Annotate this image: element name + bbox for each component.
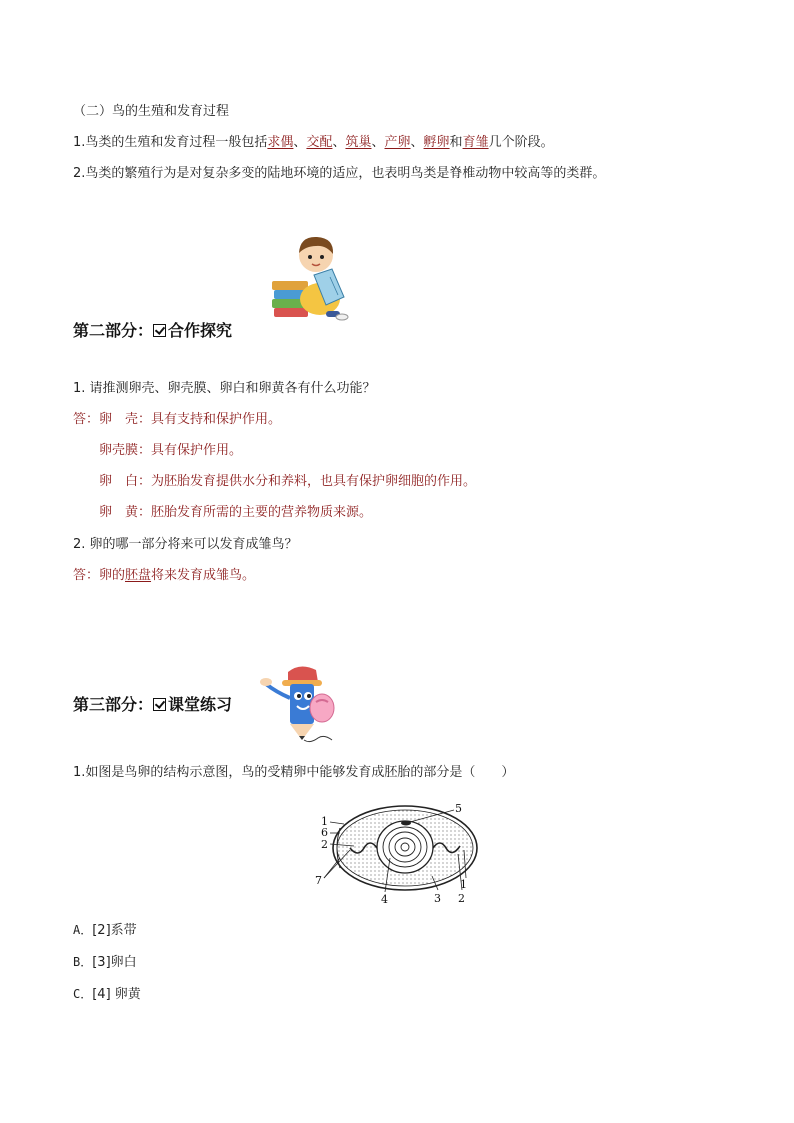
answer-eggshell (73, 411, 281, 429)
egg-structure-diagram (310, 798, 480, 908)
answer-yolk (99, 504, 372, 522)
part-three-label: 第三部分： (73, 695, 154, 714)
and-word: 和 (449, 135, 463, 150)
diagram-label-3: 3 (434, 892, 441, 905)
stage-4: 产卵 (384, 135, 411, 150)
stage-3: 筑巢 (345, 135, 372, 150)
diagram-label-4: 4 (381, 893, 388, 906)
option-c[interactable] (73, 985, 141, 1004)
stage-5: 孵卵 (423, 135, 450, 150)
section-title: （二）鸟的生殖和发育过程 (73, 104, 230, 119)
exercise-question: 1.如图是鸟卵的结构示意图，鸟的受精卵中能够发育成胚胎的部分是（ ） (73, 765, 515, 780)
sep: 、 (371, 135, 385, 150)
sep: 、 (332, 135, 346, 150)
point-1-prefix: 1.鸟类的生殖和发育过程一般包括 (73, 135, 268, 150)
diagram-label-2b: 2 (458, 892, 465, 905)
point-1 (73, 134, 554, 152)
stage-1: 求偶 (267, 135, 294, 150)
answer-text: 为胚胎发育提供水分和养料，也具有保护卵细胞的作用。 (151, 474, 477, 489)
diagram-label-1b: 1 (460, 878, 467, 891)
diagram-label-7: 7 (315, 874, 322, 887)
point-2: 2.鸟类的繁殖行为是对复杂多变的陆地环境的适应，也表明鸟类是脊椎动物中较高等的类群。 (73, 166, 606, 181)
option-a[interactable] (73, 921, 137, 940)
part-two-title: 合作探究 (168, 321, 233, 340)
pencil-mascot-illustration (258, 662, 342, 744)
answer-2-prefix: 答：卵的 (73, 568, 126, 583)
answer-2 (73, 567, 255, 585)
question-2: 2. 卵的哪一部分将来可以发育成雏鸟？ (73, 537, 298, 552)
answer-label: 卵 白： (99, 474, 152, 489)
answer-label: 答：卵 壳： (73, 412, 152, 427)
part-three-title: 课堂练习 (168, 695, 233, 714)
diagram-label-2: 2 (321, 838, 328, 851)
option-key: C． (73, 987, 93, 1001)
part-two-label: 第二部分： (73, 321, 154, 340)
answer-text: 具有支持和保护作用。 (151, 412, 282, 427)
diagram-label-1: 1 (321, 815, 328, 828)
checkbox-icon (153, 324, 166, 337)
answer-text: 胚胎发育所需的主要的营养物质来源。 (151, 505, 373, 520)
question-1: 1. 请推测卵壳、卵壳膜、卵白和卵黄各有什么功能？ (73, 381, 376, 396)
option-b[interactable] (73, 953, 137, 972)
answer-text: 具有保护作用。 (151, 443, 243, 458)
stage-2: 交配 (306, 135, 333, 150)
part-three-heading (73, 694, 232, 716)
option-key: B． (73, 955, 93, 969)
diagram-label-5: 5 (455, 802, 462, 815)
answer-2-term: 胚盘 (125, 568, 152, 583)
option-text: [4] 卵黄 (92, 987, 141, 1002)
option-text: [3]卵白 (92, 955, 137, 970)
answer-label: 卵 黄： (99, 505, 152, 520)
answer-egg-white (99, 473, 476, 491)
sep: 、 (293, 135, 307, 150)
diagram-label-6: 6 (321, 826, 328, 839)
point-1-suffix: 几个阶段。 (488, 135, 554, 150)
part-two-heading (73, 320, 232, 342)
option-key: A． (73, 923, 93, 937)
stage-6: 育雏 (462, 135, 489, 150)
reading-boy-illustration (270, 233, 350, 323)
sep: 、 (410, 135, 424, 150)
answer-shell-membrane (99, 442, 242, 460)
answer-label: 卵壳膜： (99, 443, 152, 458)
answer-2-suffix: 将来发育成雏鸟。 (151, 568, 256, 583)
checkbox-icon (153, 698, 166, 711)
option-text: [2]系带 (92, 923, 137, 938)
